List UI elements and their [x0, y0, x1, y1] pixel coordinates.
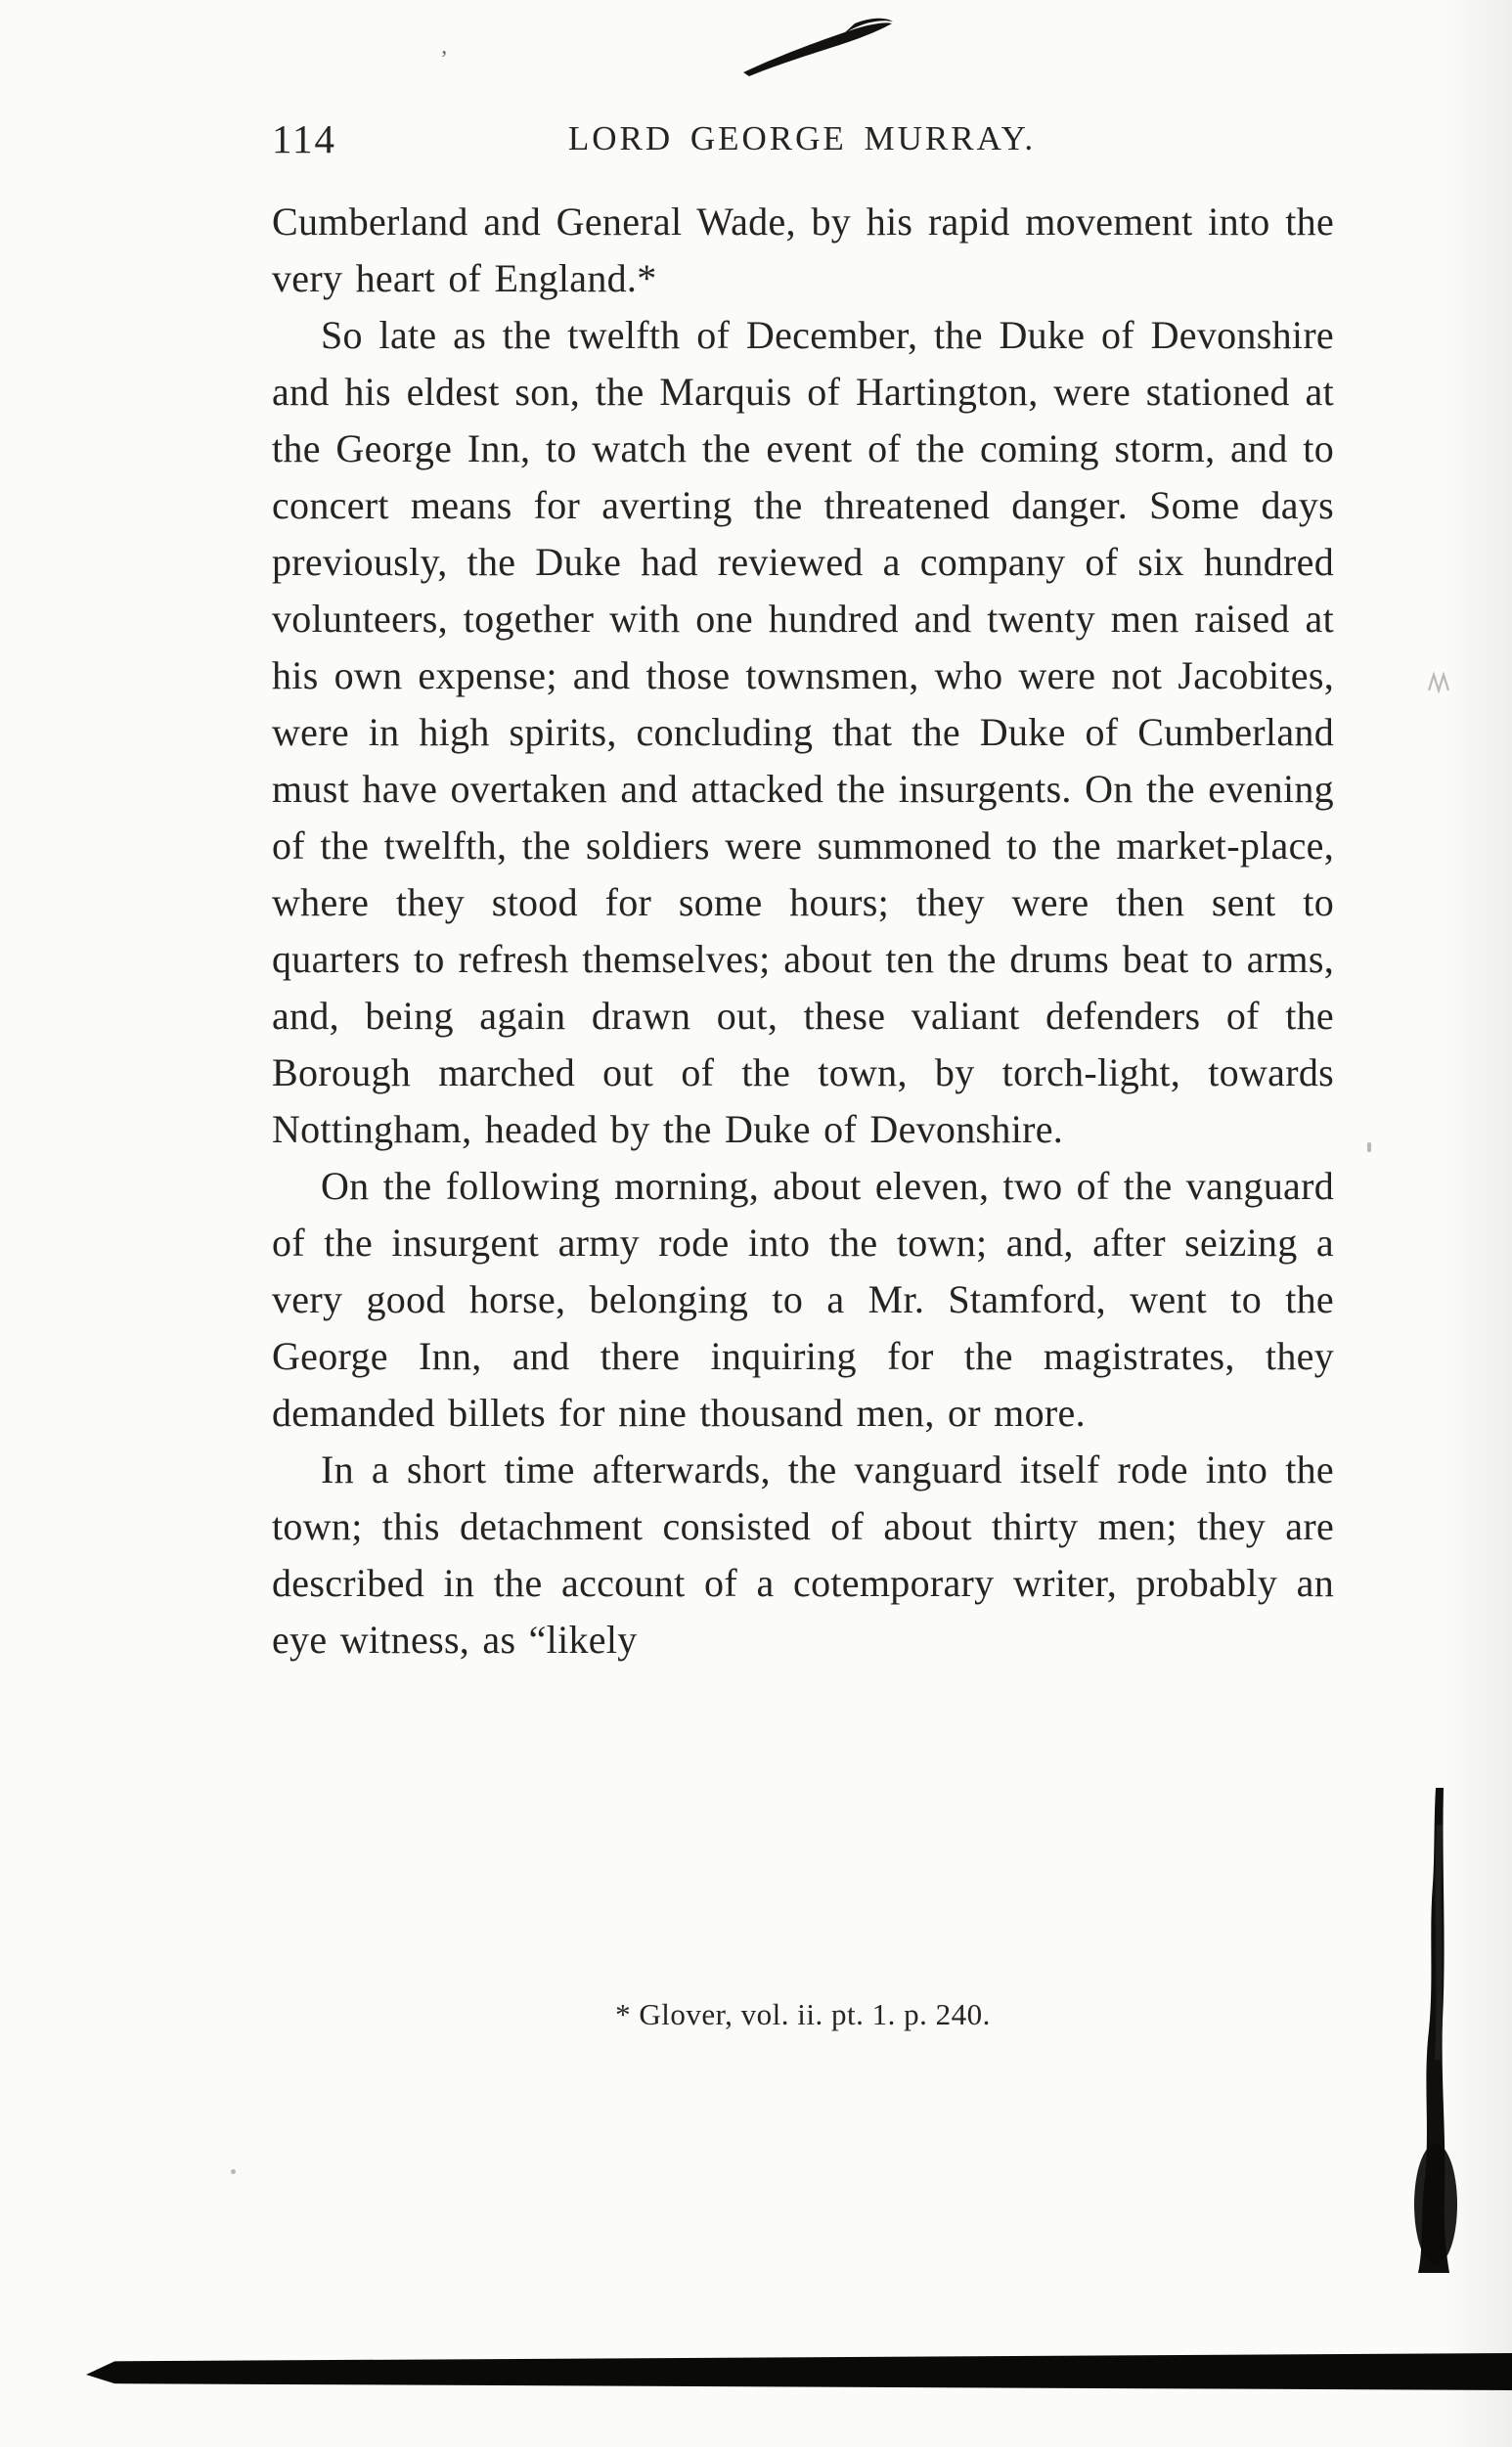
page-body	[272, 194, 1334, 1668]
paragraph: In a short time afterwards, the vanguard itself rode into the town; this detachment consisted of about thirty men; they are described in the account of a cotemporary writer, probably an eye witness, as “likely	[272, 1447, 1334, 1662]
ink-speck-right-margin	[1426, 671, 1453, 701]
ink-speck	[1367, 1142, 1371, 1152]
page-header	[272, 115, 1332, 164]
scan-edge-bar	[86, 2353, 1512, 2390]
ink-smudge-top	[741, 16, 898, 89]
page-number: 114	[272, 116, 336, 161]
ink-speck-tick: ʼ	[440, 47, 448, 72]
paragraph: Cumberland and General Wade, by his rapid movement into the very heart of England.*	[272, 200, 1334, 300]
ink-speck	[231, 2169, 236, 2174]
paragraph: So late as the twelfth of December, the Duke of Devonshire and his eldest son, the Marquis of Hartington, were stationed at the George Inn, to watch the event of the coming storm, and to concert means for averting the threatened danger. Some days previously, the Duke had reviewed a company of six hundred volunteers, together with one hundred and twenty men raised at his own expense; and those townsmen, who were not Jacobites, were in high spirits, concluding that the Duke of Cumberland must have overtaken and attacked the insurgents. On the evening of the twelfth, the soldiers were summoned to the market-place, where they stood for some hours; they were then sent to quarters to refresh themselves; about ten the drums beat to arms, and, being again drawn out, these valiant defenders of the Borough marched out of the town, by torch-light, towards Nottingham, headed by the Duke of Devonshire.	[272, 313, 1334, 1151]
paragraph: On the following morning, about eleven, two of the vanguard of the insurgent army rode into the town; and, after seizing a very good horse, belonging to a Mr. Stamford, went to the George Inn, and there inquiring for the magistrates, they demanded billets for nine thousand men, or more.	[272, 1164, 1334, 1435]
running-header: LORD GEORGE MURRAY.	[567, 119, 1037, 157]
footnote: * Glover, vol. ii. pt. 1. p. 240.	[615, 1997, 991, 2031]
ink-streak-right	[1406, 1786, 1485, 2280]
